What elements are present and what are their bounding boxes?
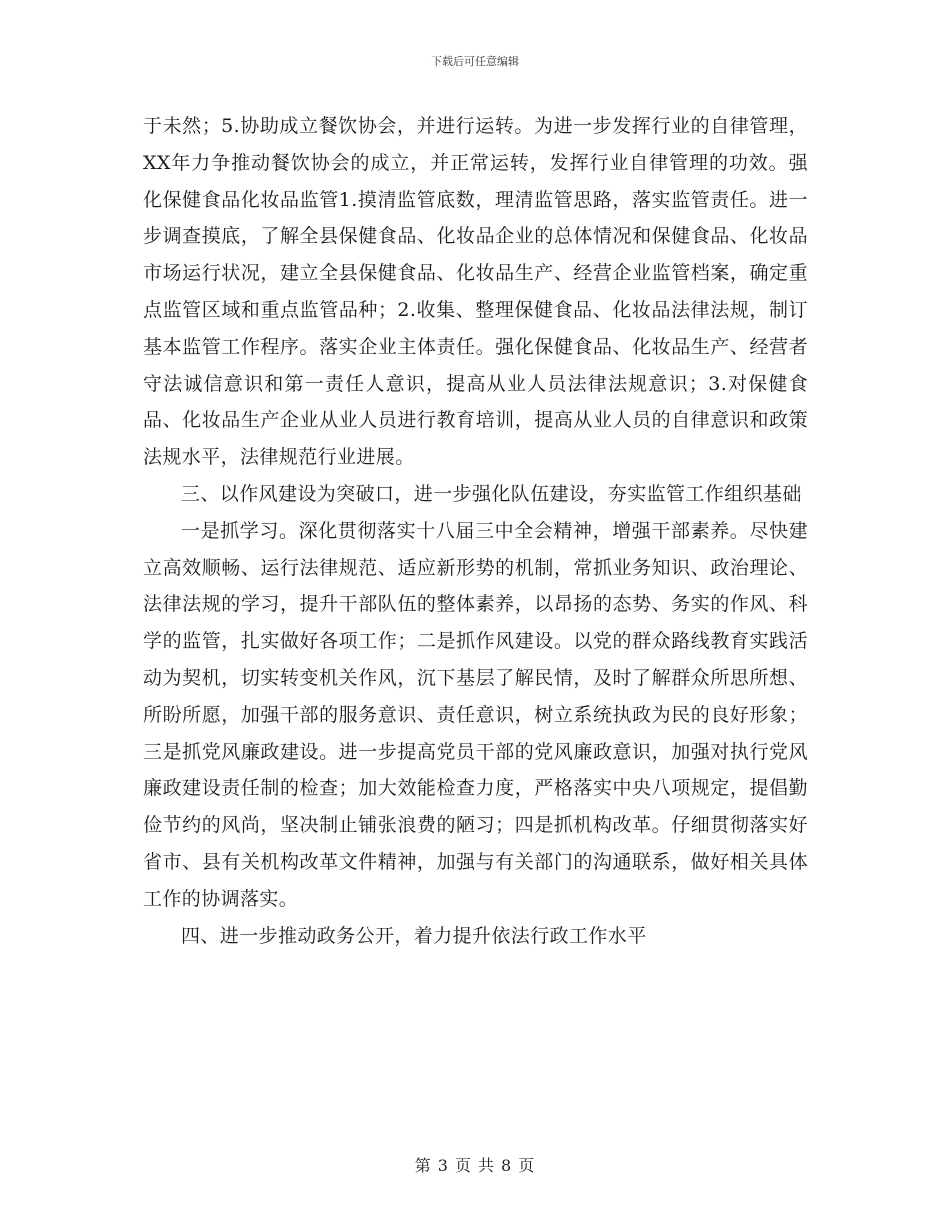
page-number-footer [0, 1153, 950, 1176]
section-heading-four: 四、进一步推动政务公开，着力提升依法行政工作水平 [181, 924, 647, 947]
paragraph-section-three-body: 一是抓学习。深化贯彻落实十八届三中全会精神，增强干部素养。尽快建立高效顺畅、运行法律规范、适应新形势的机制，常抓业务知识、政治理论、法律法规的学习，提升干部队伍的整体素养，以昂扬的态势、务实的作风、科学的监管，扎实做好各项工作；二是抓作风建设。以党的群众路线教育实践活动为契机，切实转变机关作风，沉下基层了解民情，及时了解群众所思所想、所盼所愿，加强干部的服务意识、责任意识，树立系统执政为民的良好形象；三是抓党风廉政建设。进一步提高党员干部的党风廉政意识，加强对执行党风廉政建设责任制的检查；加大效能检查力度，严格落实中央八项规定，提倡勤俭节约的风尚，坚决制止铺张浪费的陋习；四是抓机构改革。仔细贯彻落实好省市、县有关机构改革文件精神，加强与有关部门的沟通联系，做好相关具体工作的协调落实。 [143, 519, 808, 910]
footer-current-page: 3 [437, 1156, 449, 1175]
footer-suffix: 页 [518, 1156, 536, 1175]
footer-middle: 页 共 [454, 1156, 496, 1175]
document-body [143, 108, 808, 954]
paragraph-continuation: 于未然；5.协助成立餐饮协会，并进行运转。为进一步发挥行业的自律管理，XX年力争推动餐饮协会的成立，并正常运转，发挥行业自律管理的功效。强化保健食品化妆品监管1.摸清监管底数，理清监管思路，落实监管责任。进一步调查摸底，了解全县保健食品、化妆品企业的总体情况和保健食品、化妆品市场运行状况，建立全县保健食品、化妆品生产、经营企业监管档案，确定重点监管区域和重点监管品种；2.收集、整理保健食品、化妆品法律法规，制订基本监管工作程序。落实企业主体责任。强化保健食品、化妆品生产、经营者守法诚信意识和第一责任人意识，提高从业人员法律法规意识；3.对保健食品、化妆品生产企业从业人员进行教育培训，提高从业人员的自律意识和政策法规水平，法律规范行业进展。 [143, 115, 808, 469]
footer-prefix: 第 [414, 1156, 432, 1175]
section-heading-three: 三、以作风建设为突破口，进一步强化队伍建设，夯实监管工作组织基础 [181, 482, 802, 505]
page-header-note: 下载后可任意编辑 [431, 55, 519, 68]
footer-total-pages: 8 [501, 1156, 513, 1175]
